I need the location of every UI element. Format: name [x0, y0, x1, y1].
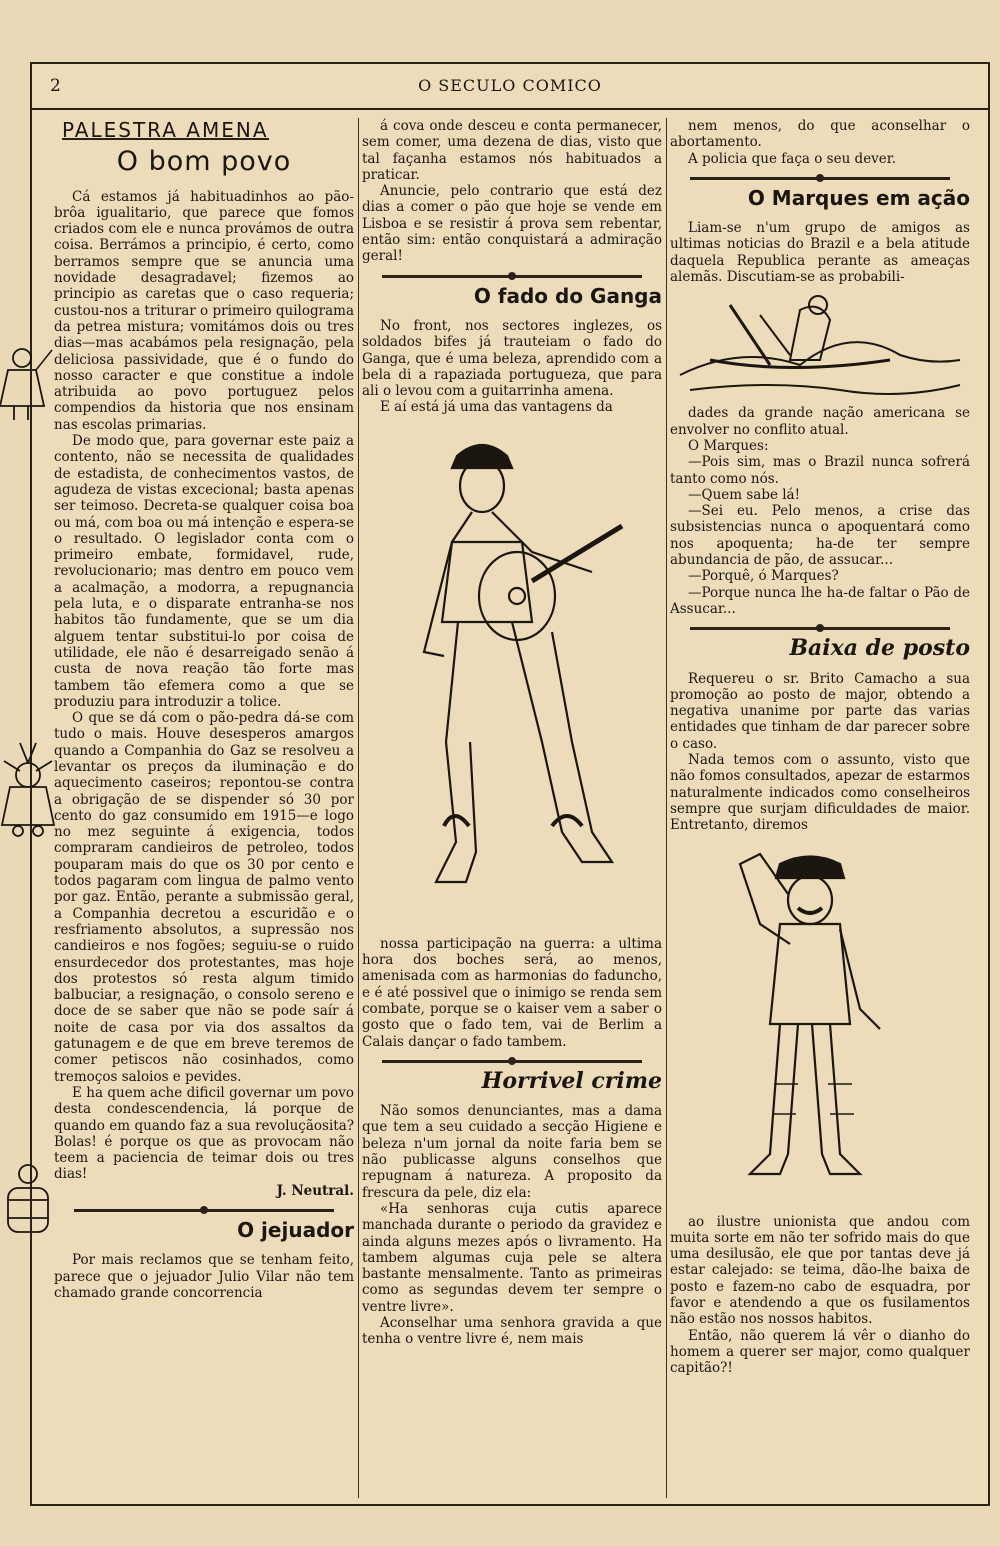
article-title: O fado do Ganga: [473, 283, 662, 308]
paragraph: No front, nos sectores inglezes, os soldados bifes já trauteiam o fado do Ganga, que é uma beleza, aprendido com a bela di a rapaziada portugueza, que para ali o levou com a guitarrinha amena.: [362, 317, 662, 400]
paper-title: O SECULO COMICO: [418, 76, 602, 95]
paragraph: Nada temos com o assunto, visto que não fomos consultados, apezar de estarmos naturalmente indicados como conselheiros sempre que surjam dificuldades de maior. Entretanto, diremos: [670, 752, 970, 834]
paragraph: ao ilustre unionista que andou com muita sorte em não ter sofrido mais do que uma desilusão, ele que por tantas deve já estar calejado: se teima, dão-lhe baixa de posto e fazem-no cabo de esquadra, por favor e atendendo a que os fusilamentos não estão nos nossos habitos.: [670, 1213, 970, 1328]
page-header: [32, 64, 988, 110]
paragraph: dades da grande nação americana se envolver no conflito atual.: [670, 405, 970, 438]
column-rule: [666, 118, 667, 1498]
paragraph: Por mais reclamos que se tenham feito, parece que o jejuador Julio Vilar não tem chamado grande concorrencia: [54, 1252, 354, 1301]
divider: [382, 275, 642, 278]
paragraph: nossa participação na guerra: a ultima hora dos boches será, ao menos, amenisada com as harmonias do fadunchо, e é até possivel que o inimigo se renda sem combate, porque se o kaiser vem a saber o gosto que o fado tem, vai de Berlim a Calais dançar o fado tambem.: [362, 935, 662, 1050]
article-title: O bom povo: [116, 146, 292, 178]
paragraph: Liam-se n'um grupo de amigos as ultimas noticias do Brazil e a bela atitude daquela Republica perante as ameaças alemãs. Discutiam-se as probabili-: [670, 220, 970, 286]
divider: [690, 177, 950, 180]
paragraph: Anuncie, pelo contrario que está dez dias a comer o pão que hoje se vende em Lisboa e se resistir á prova sem rebentar, então sim: então conquistará a admiração geral!: [362, 183, 662, 265]
article-title: Baixa de posto: [789, 635, 970, 662]
paragraph: O Marques:: [688, 437, 769, 454]
divider: [74, 1209, 334, 1212]
paragraph: Então, não querem lá vêr o dianho do homem a querer ser major, como qualquer capitão?!: [670, 1327, 970, 1377]
paragraph: A policia que faça o seu dever.: [688, 150, 897, 167]
paragraph: De modo que, para governar este paiz a contento, não se necessita de qualidades de estadista, de conhecimentos vastos, de agudeza de vistas excecional; basta apenas ser teimoso. Decreta-se qualquer coisa boa ou má, com boa ou má intenção e espera-se o resultado. O legislador conta com o primeiro embate, formidavel, rude, revolucionario; mas dentro em pouco vem a acalmação, a modorra, a repugnancia pela luta, e o disparate entranha-se nos habitos tão fundamente, que se um dia alguem tentar substitui-lo por coisa de utilidade, ele não é desarreigado senão á custa de nova reação tão forte mas tambem tão efemera como a que se produziu para introduzir a tolice.: [54, 433, 354, 710]
paragraph: —Porquê, ó Marques?: [688, 568, 839, 585]
pincushion-doodle-icon: [0, 735, 60, 845]
paragraph: —Sei eu. Pelo menos, a crise das subsistencias nunca o apoquentará como nos apoquenta; ha-de ter sempre abundancia de pão, de assucar...: [670, 503, 970, 569]
guitar-soldier-illustration: [362, 416, 662, 936]
paragraph: —Porque nunca lhe ha-de faltar o Pão de Assucar...: [670, 584, 970, 617]
girl-doodle-icon: [0, 340, 60, 430]
barrel-doodle-icon: [0, 1160, 60, 1240]
paragraph: Cá estamos já habituadinhos ao pão-brôa igualitario, que parece que fomos criados com ele e nunca provámos de outra coisa. Berrámos a principio, é certo, como berramos sempre que se anuncia uma novidade desagradavel; fizemos ao principio as caretas que o caso requeria; custou-nos a triturar o primeiro quilograma da petrea mistura; vomitámos dois ou tres dias—mas acabámos pela resignação, pela deliciosa passividade, que é o fundo do nosso caracter e que constitue a indole atribuida ao povo portuguez pelos compendios da historia que nos ensinam nas escolas primarias.: [54, 188, 354, 433]
paragraph: O que se dá com o pão-pedra dá-se com tudo o mais. Houve desesperos amargos quando a Companhia do Gaz se resolveu a levantar os preços da iluminação e do aquecimento caseiros; repontou-se contra a obrigação de se dispender só 30 por cento do gaz consumido em 1915—e logo no mez seguinte á exigencia, todos compraram candieiros de petroleo, todos pouparam mais do que os 30 por cento e todos pagaram com lingua de palmo vento por gaz. Então, perante a submissão geral, a Companhia decretou a escuridão e o resfriamento absolutos, a supressão nos candieiros e nos fogões; seguiu-se o ruido ensurdecedor dos protestantes, mas hoje dos protestos só resta algum timido balbuciar, a resignação, o consolo sereno e doce de se saber que não se pode saír á noite de casa por via dos assaltos da gatunagem e de que em breve teremos de comer petiscos não cosinhados, como tremoços saloios e pevides.: [54, 710, 354, 1085]
saluting-officer-illustration: [670, 834, 970, 1214]
paragraph: Não somos denunciantes, mas a dama que tem a seu cuidado a secção Higiene e beleza n'um jornal da noite faria bem se não publicasse alguns conselhos que repugnam á natureza. A proposito da frescura da pele, diz ela:: [362, 1103, 662, 1201]
paragraph: Aconselhar uma senhora gravida a que tenha o ventre livre é, nem mais: [362, 1314, 662, 1348]
article-title: O Marques em ação: [747, 185, 970, 210]
paragraph: Requereu o sr. Brito Camacho a sua promoção ao posto de major, obtendo a negativa unanime por parte das varias entidades que tinham de dar parecer sobre o caso.: [670, 670, 970, 752]
page-number: 2: [50, 76, 61, 96]
section-tag: PALESTRA AMENA: [62, 118, 269, 142]
article-title: O jejuador: [237, 1218, 354, 1242]
paragraph: «Ha senhoras cuja cutis aparece manchada durante o periodo da gravidez e ainda alguns mezes após o livramento. Ha tambem algumas cuja pele se altera bastante mensalmente. Tanto as primeiras como as segundas devem ter sempre o ventre livre».: [362, 1200, 662, 1315]
divider: [690, 627, 950, 630]
divider: [382, 1060, 642, 1063]
paragraph: —Quem sabe lá!: [688, 486, 801, 503]
newspaper-page: [30, 62, 990, 1506]
article-title: Horrivel crime: [481, 1067, 662, 1094]
column-1: [54, 118, 354, 1498]
column-2: [362, 118, 662, 1498]
signature: J. Neutral.: [276, 1182, 354, 1199]
paragraph: —Pois sim, mas o Brazil nunca sofrerá tanto como nós.: [670, 454, 970, 487]
paragraph: á cova onde desceu e conta permanecer, sem comer, uma dezena de dias, visto que tal façanha estamos nós habituados a praticar.: [362, 118, 662, 183]
paragraph: nem menos, do que aconselhar o abortamento.: [670, 118, 970, 151]
column-rule: [358, 118, 359, 1498]
paragraph: E aí está já uma das vantagens da: [380, 399, 613, 416]
boat-rower-illustration: [670, 285, 970, 405]
paragraph: E ha quem ache dificil governar um povo desta condescendencia, lá porque de quando em quando faz a sua revoluçãosita? Bolas! é porque os que as provocam não teem a paciencia de teimar dois ou tres dias!: [54, 1084, 354, 1183]
column-3: [670, 118, 970, 1498]
